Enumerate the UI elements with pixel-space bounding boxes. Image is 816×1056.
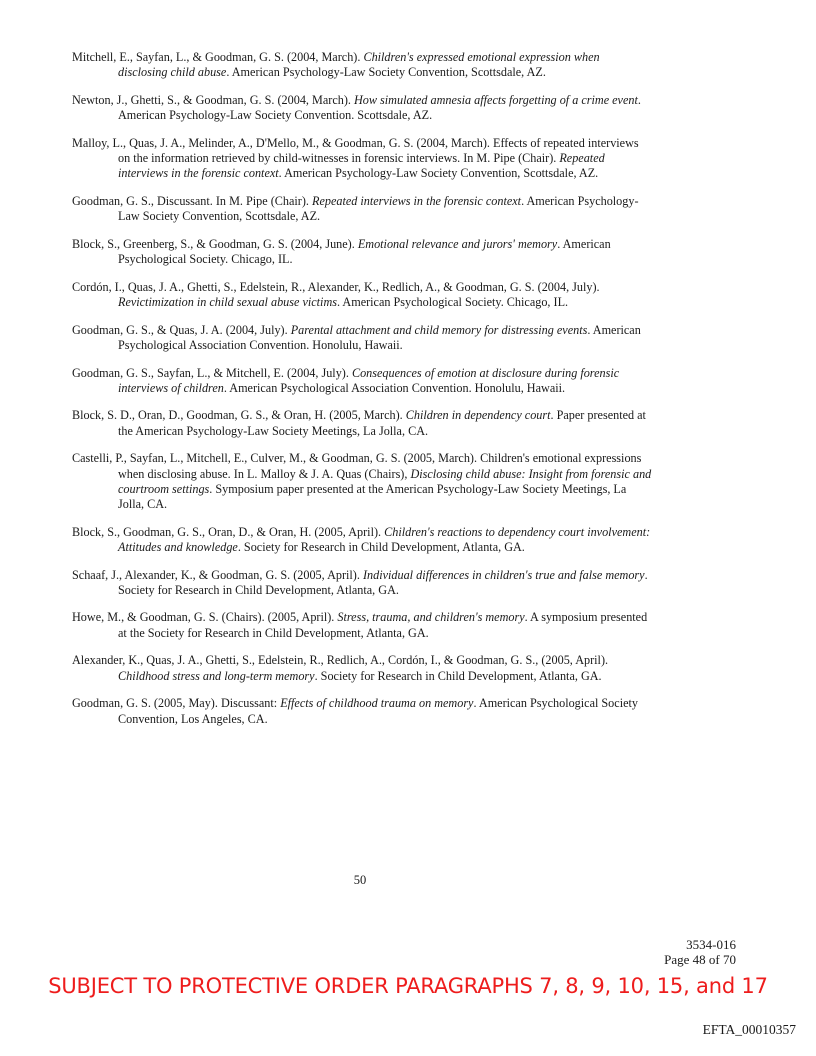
reference-entry: Castelli, P., Sayfan, L., Mitchell, E., Culver, M., & Goodman, G. S. (2005, March). Children's emotional expressions when disclosing abuse. In L. Malloy & J. A. Quas (Chairs), Disclosing child abuse: Insight from forensic and courtroom settings. Symposium paper presented at the American Psychology-Law Society Meetings, La Jolla, CA. (72, 451, 652, 511)
reference-entry: Newton, J., Ghetti, S., & Goodman, G. S. (2004, March). How simulated amnesia affects forgetting of a crime event. American Psychology-Law Society Convention. Scottsdale, AZ. (72, 92, 641, 123)
reference-entry: Goodman, G. S., Sayfan, L., & Mitchell, E. (2004, July). Consequences of emotion at disclosure during forensic interviews of children. American Psychological Association Convention. Honolulu, Hawaii. (72, 365, 620, 395)
reference-entry: Howe, M., & Goodman, G. S. (Chairs). (2005, April). Stress, trauma, and children's memory. A symposium presented at the Society for Research in Child Development, Atlanta, GA. (72, 610, 648, 640)
reference-entry: Goodman, G. S. (2005, May). Discussant: Effects of childhood trauma on memory. American Psychological Society Convention, Los Angeles, CA. (72, 696, 638, 726)
protective-order-notice: SUBJECT TO PROTECTIVE ORDER PARAGRAPHS 7, 8, 9, 10, 15, and 17 (48, 974, 768, 998)
reference-entry: Mitchell, E., Sayfan, L., & Goodman, G. S. (2004, March). Children's expressed emotional expression when disclosing child abuse. American Psychology-Law Society Convention, Scottsdale, AZ. (72, 50, 600, 80)
reference-entry: Schaaf, J., Alexander, K., & Goodman, G. S. (2005, April). Individual differences in children's true and false memory. Society for Research in Child Development, Atlanta, GA. (72, 567, 648, 597)
page-of-count: Page 48 of 70 (664, 952, 736, 967)
bates-number: EFTA_00010357 (702, 1022, 796, 1037)
document-id-block (664, 937, 736, 967)
reference-entry: Block, S., Greenberg, S., & Goodman, G. S. (2004, June). Emotional relevance and jurors' memory. American Psychological Society. Chicago, IL. (72, 236, 611, 267)
reference-entry: Goodman, G. S., & Quas, J. A. (2004, July). Parental attachment and child memory for distressing events. American Psychological Association Convention. Honolulu, Hawaii. (72, 322, 641, 352)
reference-entry: Block, S., Goodman, G. S., Oran, D., & Oran, H. (2005, April). Children's reactions to dependency court involvement: Attitudes and knowledge. Society for Research in Child Development, Atlanta, GA. (72, 524, 651, 554)
reference-entry: Block, S. D., Oran, D., Goodman, G. S., & Oran, H. (2005, March). Children in dependency court. Paper presented at the American Psychology-Law Society Meetings, La Jolla, CA. (72, 408, 646, 438)
page-number: 50 (353, 873, 367, 887)
reference-list (72, 50, 652, 739)
reference-entry: Alexander, K., Quas, J. A., Ghetti, S., Edelstein, R., Redlich, A., Cordón, I., & Goodman, G. S., (2005, April). Childhood stress and long-term memory. Society for Research in Child Development, Atlanta, GA. (72, 653, 609, 683)
reference-entry: Goodman, G. S., Discussant. In M. Pipe (Chair). Repeated interviews in the forensic context. American Psychology-Law Society Convention, Scottsdale, AZ. (72, 193, 639, 224)
reference-entry: Malloy, L., Quas, J. A., Melinder, A., D'Mello, M., & Goodman, G. S. (2004, March). Effects of repeated interviews on the information retrieved by child-witnesses in forensic interviews. In M. Pipe (Chair). Repeated interviews in the forensic context. American Psychology-Law Society Convention, Scottsdale, AZ. (72, 135, 639, 181)
reference-entry: Cordón, I., Quas, J. A., Ghetti, S., Edelstein, R., Alexander, K., Redlich, A., & Goodman, G. S. (2004, July). Revictimization in child sexual abuse victims. American Psychological Society. Chicago, IL. (72, 279, 600, 309)
document-code: 3534-016 (686, 937, 736, 952)
